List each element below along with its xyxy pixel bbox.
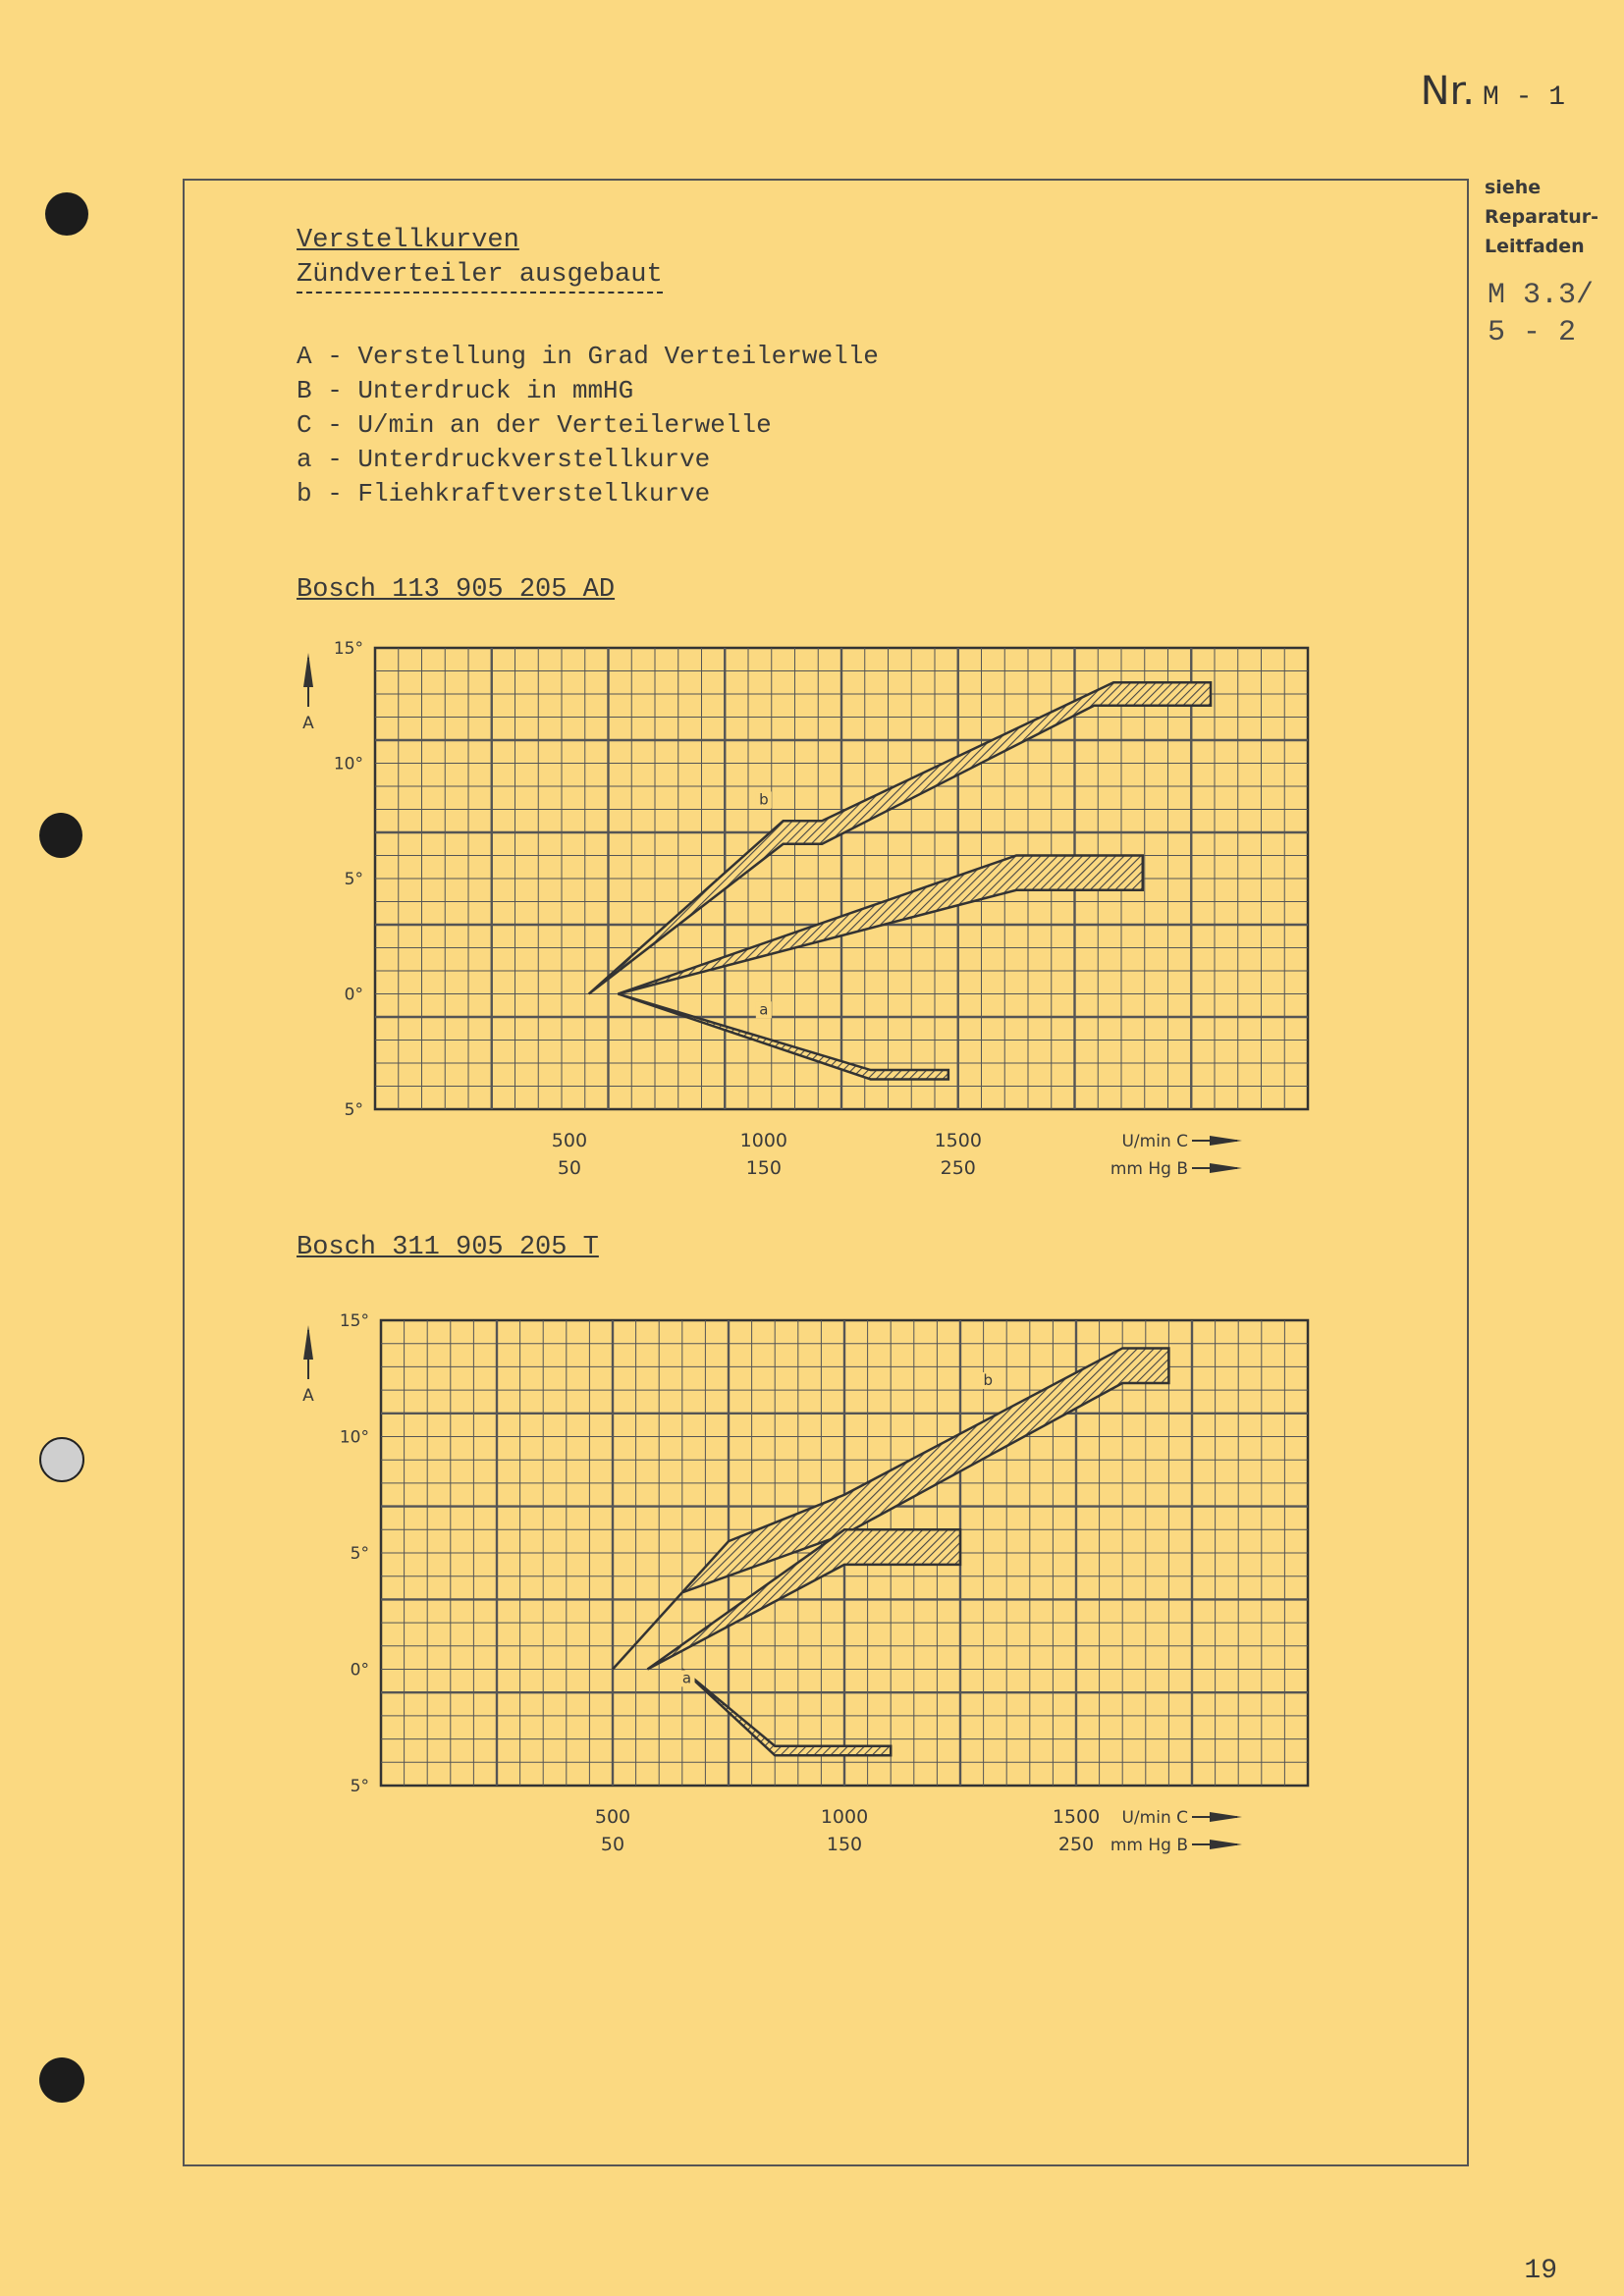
x-axis-label-mmhg: mm Hg B xyxy=(1110,1836,1188,1855)
document-number xyxy=(1421,69,1565,114)
chart-gridlines xyxy=(375,648,1308,1109)
punch-hole xyxy=(39,1437,84,1482)
chart-title: Bosch 113 905 205 AD xyxy=(297,575,616,605)
advance-band-a xyxy=(682,1670,891,1756)
x-tick-label-rpm: 1000 xyxy=(820,1806,869,1828)
punch-hole xyxy=(39,2057,84,2103)
repair-guide-reference xyxy=(1485,173,1598,261)
x-tick-label-mmhg: 250 xyxy=(940,1157,976,1179)
x-axis-arrow-icon xyxy=(1210,1136,1242,1146)
advance-band-a xyxy=(618,994,947,1080)
y-tick-label: 10° xyxy=(333,754,363,774)
legend xyxy=(297,340,879,511)
reference-code-line: 5 - 2 xyxy=(1488,316,1577,349)
chart-title: Bosch 311 905 205 T xyxy=(297,1233,599,1262)
x-tick-label-mmhg: 50 xyxy=(600,1834,625,1855)
x-tick-label-mmhg: 150 xyxy=(745,1157,782,1179)
x-tick-label-rpm: 1500 xyxy=(1052,1806,1101,1828)
x-axis-arrow-icon xyxy=(1210,1163,1242,1173)
y-axis-arrow-icon xyxy=(303,1325,313,1360)
x-tick-label-mmhg: 150 xyxy=(826,1834,863,1855)
document-number-label: Nr. xyxy=(1420,69,1475,114)
y-tick-label: 5° xyxy=(350,1544,369,1564)
repair-guide-code xyxy=(1488,277,1594,351)
y-axis-arrow-icon xyxy=(303,653,313,687)
y-tick-label: 15° xyxy=(339,1311,369,1331)
legend-item: b - Fliehkraftverstellkurve xyxy=(297,479,711,508)
x-tick-label-rpm: 500 xyxy=(551,1130,588,1151)
legend-item: B - Unterdruck in mmHG xyxy=(297,376,634,405)
reference-line: Leitfaden xyxy=(1485,236,1585,257)
reference-line: siehe xyxy=(1485,177,1542,198)
punch-hole xyxy=(39,813,82,858)
y-tick-label: 5° xyxy=(344,870,363,889)
x-axis-arrow-icon xyxy=(1210,1812,1242,1822)
x-tick-label-rpm: 500 xyxy=(594,1806,631,1828)
reference-code-line: M 3.3/ xyxy=(1488,279,1595,312)
x-axis-label-rpm: U/min C xyxy=(1121,1808,1188,1828)
band-label: b xyxy=(983,1370,994,1389)
page-number: 19 xyxy=(1524,2256,1557,2286)
y-tick-label: 0° xyxy=(344,985,363,1005)
y-tick-label: 0° xyxy=(350,1660,369,1681)
x-tick-label-mmhg: 250 xyxy=(1057,1834,1095,1855)
advance-chart-2 xyxy=(285,1301,1335,1865)
x-axis-arrow-icon xyxy=(1210,1840,1242,1849)
advance-chart-1 xyxy=(285,628,1335,1188)
y-tick-label: 5° xyxy=(344,1100,363,1120)
y-axis-letter: A xyxy=(302,1386,314,1406)
page-subtitle xyxy=(297,260,663,290)
punch-hole xyxy=(45,192,88,236)
legend-item: C - U/min an der Verteilerwelle xyxy=(297,410,772,440)
x-tick-label-mmhg: 50 xyxy=(557,1157,582,1179)
advance-band-b xyxy=(589,682,1211,993)
band-label: b xyxy=(759,790,769,809)
page-title: Verstellkurven xyxy=(297,226,519,255)
x-tick-label-rpm: 1500 xyxy=(934,1130,982,1151)
x-tick-label-rpm: 1000 xyxy=(739,1130,788,1151)
x-axis-label-mmhg: mm Hg B xyxy=(1110,1159,1188,1179)
band-label: a xyxy=(681,1669,692,1687)
y-tick-label: 5° xyxy=(350,1777,369,1796)
page-subtitle-text: Zündverteiler ausgebaut xyxy=(297,260,663,294)
y-axis-letter: A xyxy=(302,714,314,733)
legend-item: A - Verstellung in Grad Verteilerwelle xyxy=(297,342,879,371)
legend-item: a - Unterdruckverstellkurve xyxy=(297,445,711,474)
y-tick-label: 15° xyxy=(333,639,363,659)
x-axis-label-rpm: U/min C xyxy=(1121,1132,1188,1151)
y-tick-label: 10° xyxy=(339,1427,369,1448)
reference-line: Reparatur- xyxy=(1485,206,1598,228)
document-number-value: M - 1 xyxy=(1482,82,1565,113)
band-label: a xyxy=(759,1000,769,1019)
